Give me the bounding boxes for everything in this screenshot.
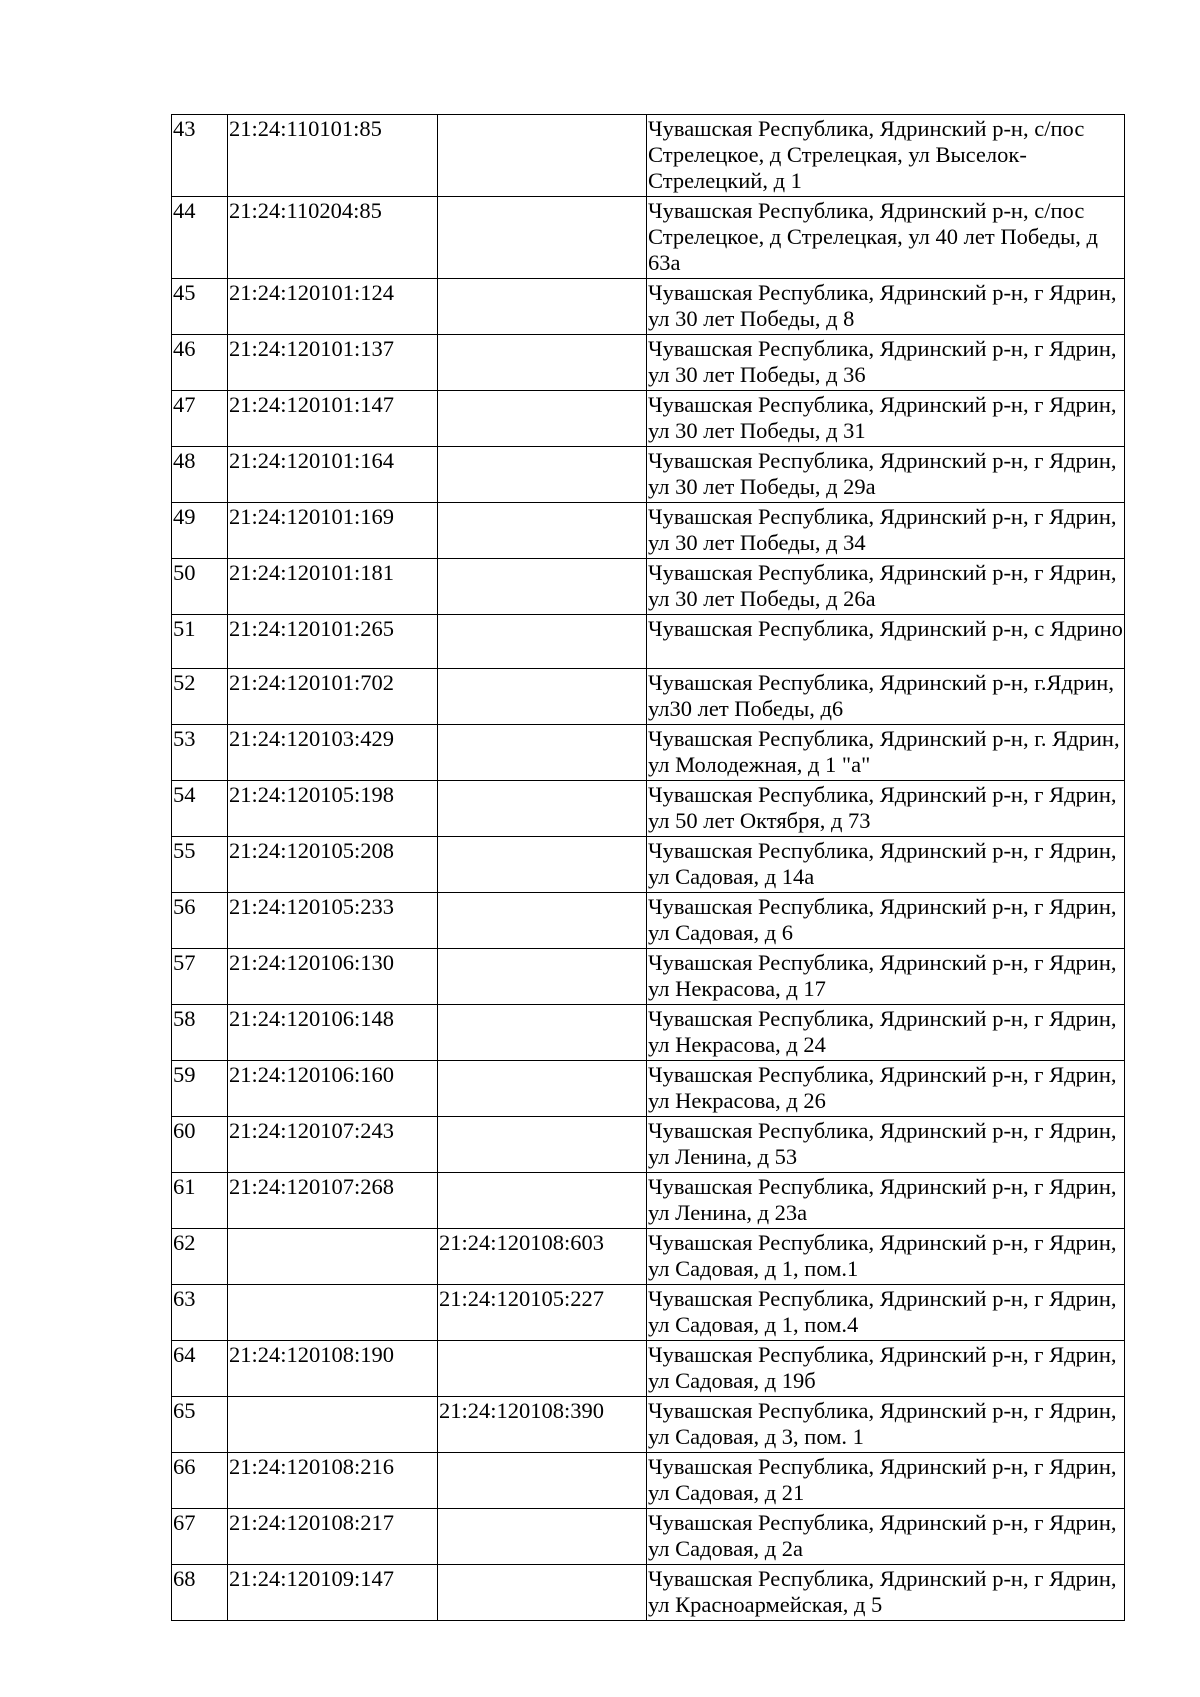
table-row [172,197,1125,279]
land-cadastral-number-cell [228,1285,438,1341]
row-number-cell: 56 [172,893,228,949]
address-cell: Чувашская Республика, Ядринский р-н, г Ядрин, ул Садовая, д 19б [647,1341,1125,1397]
property-table [171,114,1125,1621]
address-cell: Чувашская Республика, Ядринский р-н, г Ядрин, ул 50 лет Октября, д 73 [647,781,1125,837]
land-cadastral-number-cell: 21:24:120101:181 [228,559,438,615]
land-cadastral-number-cell: 21:24:120101:147 [228,391,438,447]
address-cell: Чувашская Республика, Ядринский р-н, с Ядрино [647,615,1125,669]
address-cell: Чувашская Республика, Ядринский р-н, г.Ядрин, ул30 лет Победы, д6 [647,669,1125,725]
land-cadastral-number-cell: 21:24:120108:190 [228,1341,438,1397]
table-row [172,1509,1125,1565]
address-cell: Чувашская Республика, Ядринский р-н, г Ядрин, ул Некрасова, д 24 [647,1005,1125,1061]
table-row [172,893,1125,949]
table-row [172,1229,1125,1285]
building-cadastral-number-cell [438,781,647,837]
property-table-body [172,115,1125,1621]
building-cadastral-number-cell [438,559,647,615]
land-cadastral-number-cell: 21:24:120108:216 [228,1453,438,1509]
row-number-cell: 65 [172,1397,228,1453]
address-cell: Чувашская Республика, Ядринский р-н, г Ядрин, ул Некрасова, д 17 [647,949,1125,1005]
land-cadastral-number-cell: 21:24:120105:198 [228,781,438,837]
address-cell: Чувашская Республика, Ядринский р-н, г Ядрин, ул Садовая, д 3, пом. 1 [647,1397,1125,1453]
address-cell: Чувашская Республика, Ядринский р-н, г Ядрин, ул 30 лет Победы, д 26а [647,559,1125,615]
building-cadastral-number-cell [438,1341,647,1397]
table-row [172,725,1125,781]
address-cell: Чувашская Республика, Ядринский р-н, г Ядрин, ул 30 лет Победы, д 8 [647,279,1125,335]
address-cell: Чувашская Республика, Ядринский р-н, г Ядрин, ул Садовая, д 1, пом.4 [647,1285,1125,1341]
row-number-cell: 62 [172,1229,228,1285]
table-row [172,1285,1125,1341]
building-cadastral-number-cell [438,1173,647,1229]
row-number-cell: 68 [172,1565,228,1621]
building-cadastral-number-cell: 21:24:120105:227 [438,1285,647,1341]
address-cell: Чувашская Республика, Ядринский р-н, с/пос Стрелецкое, д Стрелецкая, ул 40 лет Победы, д 63а [647,197,1125,279]
building-cadastral-number-cell [438,893,647,949]
land-cadastral-number-cell: 21:24:120106:148 [228,1005,438,1061]
land-cadastral-number-cell [228,1229,438,1285]
table-row [172,279,1125,335]
row-number-cell: 60 [172,1117,228,1173]
row-number-cell: 53 [172,725,228,781]
land-cadastral-number-cell: 21:24:120105:208 [228,837,438,893]
land-cadastral-number-cell: 21:24:120101:265 [228,615,438,669]
table-row [172,669,1125,725]
address-cell: Чувашская Республика, Ядринский р-н, г Ядрин, ул Некрасова, д 26 [647,1061,1125,1117]
row-number-cell: 47 [172,391,228,447]
land-cadastral-number-cell: 21:24:120101:702 [228,669,438,725]
building-cadastral-number-cell [438,1509,647,1565]
row-number-cell: 58 [172,1005,228,1061]
table-row [172,837,1125,893]
table-row [172,781,1125,837]
row-number-cell: 66 [172,1453,228,1509]
land-cadastral-number-cell: 21:24:120101:164 [228,447,438,503]
land-cadastral-number-cell: 21:24:120101:169 [228,503,438,559]
address-cell: Чувашская Республика, Ядринский р-н, г Ядрин, ул 30 лет Победы, д 36 [647,335,1125,391]
address-cell: Чувашская Республика, Ядринский р-н, г Ядрин, ул Садовая, д 6 [647,893,1125,949]
row-number-cell: 54 [172,781,228,837]
table-row [172,1565,1125,1621]
land-cadastral-number-cell: 21:24:120108:217 [228,1509,438,1565]
building-cadastral-number-cell [438,1117,647,1173]
table-row [172,503,1125,559]
land-cadastral-number-cell: 21:24:120107:268 [228,1173,438,1229]
row-number-cell: 46 [172,335,228,391]
table-row [172,1341,1125,1397]
land-cadastral-number-cell: 21:24:120109:147 [228,1565,438,1621]
building-cadastral-number-cell [438,115,647,197]
address-cell: Чувашская Республика, Ядринский р-н, г Ядрин, ул Садовая, д 1, пом.1 [647,1229,1125,1285]
building-cadastral-number-cell [438,503,647,559]
table-row [172,949,1125,1005]
row-number-cell: 55 [172,837,228,893]
building-cadastral-number-cell: 21:24:120108:603 [438,1229,647,1285]
address-cell: Чувашская Республика, Ядринский р-н, г Ядрин, ул 30 лет Победы, д 29а [647,447,1125,503]
table-row [172,391,1125,447]
row-number-cell: 63 [172,1285,228,1341]
building-cadastral-number-cell [438,279,647,335]
row-number-cell: 67 [172,1509,228,1565]
land-cadastral-number-cell [228,1397,438,1453]
building-cadastral-number-cell [438,335,647,391]
land-cadastral-number-cell: 21:24:120101:137 [228,335,438,391]
building-cadastral-number-cell [438,391,647,447]
address-cell: Чувашская Республика, Ядринский р-н, г Ядрин, ул Красноармейская, д 5 [647,1565,1125,1621]
row-number-cell: 50 [172,559,228,615]
address-cell: Чувашская Республика, Ядринский р-н, г Ядрин, ул Ленина, д 53 [647,1117,1125,1173]
building-cadastral-number-cell [438,1565,647,1621]
row-number-cell: 64 [172,1341,228,1397]
address-cell: Чувашская Республика, Ядринский р-н, г Ядрин, ул 30 лет Победы, д 31 [647,391,1125,447]
land-cadastral-number-cell: 21:24:120105:233 [228,893,438,949]
row-number-cell: 45 [172,279,228,335]
address-cell: Чувашская Республика, Ядринский р-н, г Ядрин, ул Садовая, д 21 [647,1453,1125,1509]
building-cadastral-number-cell [438,837,647,893]
row-number-cell: 48 [172,447,228,503]
address-cell: Чувашская Республика, Ядринский р-н, с/пос Стрелецкое, д Стрелецкая, ул Выселок-Стрелецкий, д 1 [647,115,1125,197]
table-row [172,1117,1125,1173]
address-cell: Чувашская Республика, Ядринский р-н, г Ядрин, ул 30 лет Победы, д 34 [647,503,1125,559]
table-row [172,1005,1125,1061]
row-number-cell: 43 [172,115,228,197]
table-row [172,615,1125,669]
building-cadastral-number-cell [438,1453,647,1509]
land-cadastral-number-cell: 21:24:120106:160 [228,1061,438,1117]
building-cadastral-number-cell [438,669,647,725]
table-row [172,1453,1125,1509]
address-cell: Чувашская Республика, Ядринский р-н, г. Ядрин, ул Молодежная, д 1 "а" [647,725,1125,781]
table-row [172,1397,1125,1453]
address-cell: Чувашская Республика, Ядринский р-н, г Ядрин, ул Садовая, д 14а [647,837,1125,893]
address-cell: Чувашская Республика, Ядринский р-н, г Ядрин, ул Ленина, д 23а [647,1173,1125,1229]
address-cell: Чувашская Республика, Ядринский р-н, г Ядрин, ул Садовая, д 2а [647,1509,1125,1565]
table-row [172,447,1125,503]
land-cadastral-number-cell: 21:24:120101:124 [228,279,438,335]
land-cadastral-number-cell: 21:24:120106:130 [228,949,438,1005]
row-number-cell: 57 [172,949,228,1005]
land-cadastral-number-cell: 21:24:120103:429 [228,725,438,781]
table-row [172,115,1125,197]
row-number-cell: 52 [172,669,228,725]
row-number-cell: 49 [172,503,228,559]
row-number-cell: 51 [172,615,228,669]
row-number-cell: 59 [172,1061,228,1117]
building-cadastral-number-cell [438,725,647,781]
table-row [172,559,1125,615]
building-cadastral-number-cell [438,197,647,279]
building-cadastral-number-cell: 21:24:120108:390 [438,1397,647,1453]
row-number-cell: 61 [172,1173,228,1229]
building-cadastral-number-cell [438,949,647,1005]
land-cadastral-number-cell: 21:24:110204:85 [228,197,438,279]
land-cadastral-number-cell: 21:24:120107:243 [228,1117,438,1173]
land-cadastral-number-cell: 21:24:110101:85 [228,115,438,197]
building-cadastral-number-cell [438,447,647,503]
building-cadastral-number-cell [438,615,647,669]
table-row [172,1173,1125,1229]
row-number-cell: 44 [172,197,228,279]
table-row [172,335,1125,391]
building-cadastral-number-cell [438,1061,647,1117]
table-row [172,1061,1125,1117]
building-cadastral-number-cell [438,1005,647,1061]
